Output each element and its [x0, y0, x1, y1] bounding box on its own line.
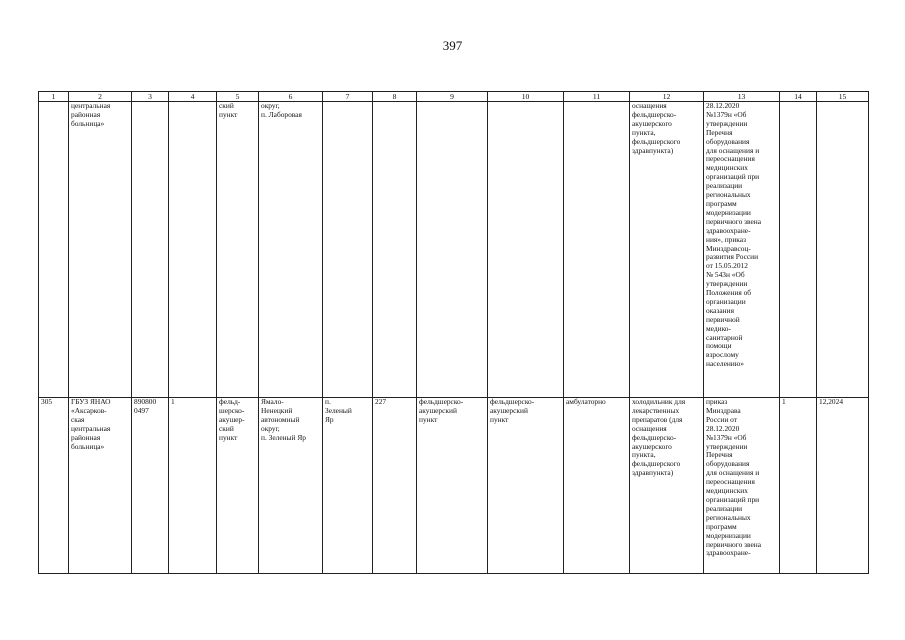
column-header: 11	[564, 92, 630, 102]
table-cell	[780, 102, 817, 398]
column-header: 4	[169, 92, 217, 102]
column-header: 9	[417, 92, 488, 102]
column-header: 7	[323, 92, 373, 102]
table-cell: 305	[39, 398, 69, 574]
table-row	[39, 398, 869, 574]
equipment-table	[38, 91, 869, 574]
table-cell: оснащения фельдшерско- акушерского пункта, фельдшерского здравпункта)	[630, 102, 704, 398]
column-header: 3	[132, 92, 169, 102]
table-cell	[488, 102, 564, 398]
table-cell: ский пункт	[217, 102, 259, 398]
table-cell: фельдшерско- акушерский пункт	[488, 398, 564, 574]
table-cell: амбулаторно	[564, 398, 630, 574]
column-header: 8	[373, 92, 417, 102]
table-cell	[169, 102, 217, 398]
column-header: 10	[488, 92, 564, 102]
table-cell	[39, 102, 69, 398]
column-header: 13	[704, 92, 780, 102]
column-header: 1	[39, 92, 69, 102]
column-header: 5	[217, 92, 259, 102]
table-cell: ГБУЗ ЯНАО «Аксарков- ская центральная районная больница»	[69, 398, 132, 574]
table-cell	[817, 102, 869, 398]
column-header: 12	[630, 92, 704, 102]
table-cell: фельдшерско- акушерский пункт	[417, 398, 488, 574]
table-cell: 227	[373, 398, 417, 574]
column-header: 6	[259, 92, 323, 102]
table-cell	[323, 102, 373, 398]
table-cell	[373, 102, 417, 398]
column-header: 14	[780, 92, 817, 102]
table-row	[39, 102, 869, 398]
table-cell: 28.12.2020 №1379н «Об утверждении Перечня оборудования для оснащения и переоснащения медицинских организаций при реализации региональных программ модернизации первичного звена здравоохране- ния», приказ Минздравсоц- развития России от 15.05.2012 № 543н «Об утверждении Положения об организации оказания первичной медико- санитарной помощи взрослому населению»	[704, 102, 780, 398]
page-number: 397	[442, 38, 463, 53]
column-header: 2	[69, 92, 132, 102]
table-cell: фельд- шерско- акушер- ский пункт	[217, 398, 259, 574]
table-cell: 12,2024	[817, 398, 869, 574]
table-header-row	[39, 92, 869, 102]
table-cell: холодильник для лекарственных препаратов (для оснащения фельдшерско- акушерского пункта, фельдшерского здравпункта)	[630, 398, 704, 574]
table-cell: центральная районная больница»	[69, 102, 132, 398]
table-cell: п. Зеленый Яр	[323, 398, 373, 574]
column-header: 15	[817, 92, 869, 102]
table-cell	[417, 102, 488, 398]
table-cell: 1	[169, 398, 217, 574]
table-cell: округ, п. Лаборовая	[259, 102, 323, 398]
table-cell: приказ Минздрава России от 28.12.2020 №1379н «Об утверждении Перечня оборудования для оснащения и переоснащения медицинских организаций при реализации региональных программ модернизации первичного звена здравоохране-	[704, 398, 780, 574]
table-cell: 890800 0497	[132, 398, 169, 574]
table-cell: 1	[780, 398, 817, 574]
table-cell	[564, 102, 630, 398]
table-cell: Ямало- Ненецкий автономный округ, п. Зеленый Яр	[259, 398, 323, 574]
table-cell	[132, 102, 169, 398]
